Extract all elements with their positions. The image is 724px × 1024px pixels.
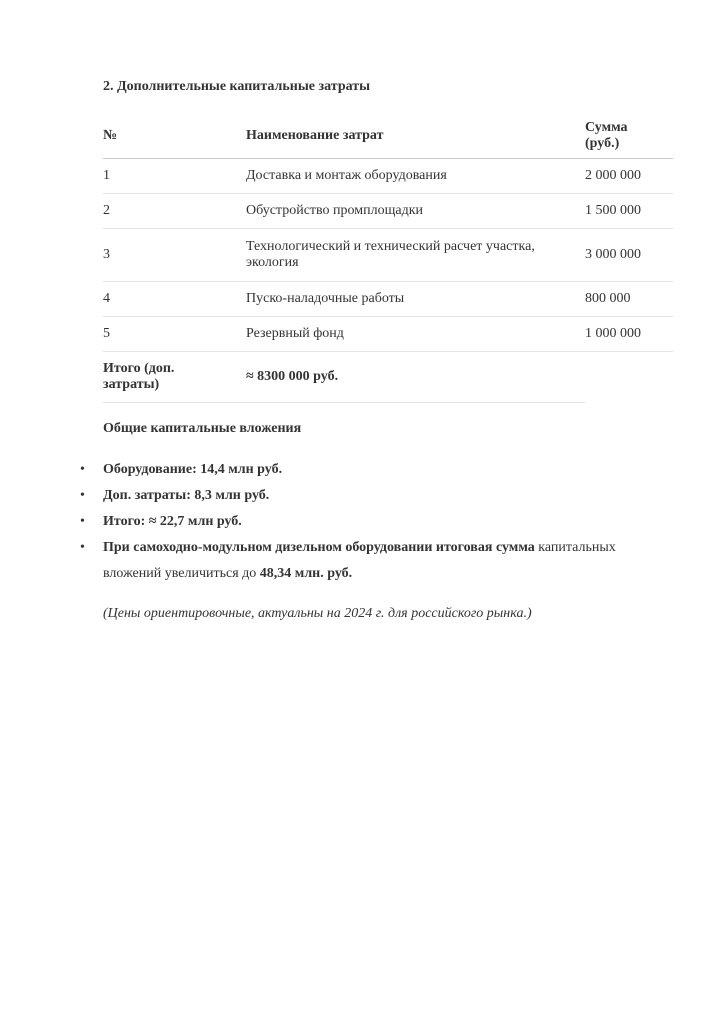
header-sum	[585, 113, 673, 159]
row-sum: 1 000 000	[585, 317, 673, 352]
row-name: Резервный фонд	[246, 317, 585, 352]
total-value: ≈ 8300 000 руб.	[246, 352, 585, 403]
summary-item-text: Оборудование: 14,4 млн руб.	[103, 462, 283, 477]
table-header-row	[103, 113, 673, 159]
header-sum-line1: Сумма	[585, 119, 628, 135]
bullet-icon: •	[80, 514, 85, 529]
total-empty-cell	[585, 352, 673, 403]
row-number: 2	[103, 194, 246, 229]
list-item	[80, 483, 663, 509]
row-sum: 800 000	[585, 282, 673, 317]
header-name: Наименование затрат	[246, 113, 585, 159]
header-number: №	[103, 113, 246, 159]
summary-item-text: Итого: ≈ 22,7 млн руб.	[103, 514, 242, 529]
table-row	[103, 159, 673, 194]
summary-item-amount: 48,34 млн. руб.	[259, 566, 353, 581]
row-number: 1	[103, 159, 246, 194]
list-item	[80, 457, 663, 483]
price-note: (Цены ориентировочные, актуальны на 2024 г. для российского рынка.)	[103, 606, 532, 621]
summary-item-bold-part: При самоходно-модульном дизельном оборудовании итоговая сумма	[103, 540, 535, 555]
row-name: Доставка и монтаж оборудования	[246, 159, 585, 194]
total-label-line1: Итого (доп.	[103, 361, 175, 376]
row-name: Пуско-наладочные работы	[246, 282, 585, 317]
table-total-row	[103, 352, 673, 403]
total-label-line2: затраты)	[103, 377, 160, 392]
row-name	[246, 229, 585, 282]
list-item	[80, 509, 663, 535]
summary-item-regular-part: капитальных вложений увеличиться до	[103, 540, 616, 581]
bullet-icon: •	[80, 540, 85, 555]
bullet-icon: •	[80, 488, 85, 503]
table-row	[103, 317, 673, 352]
header-sum-line2: (руб.)	[585, 135, 620, 151]
list-item	[80, 535, 663, 587]
table-row	[103, 194, 673, 229]
row-number: 5	[103, 317, 246, 352]
row-sum: 1 500 000	[585, 194, 673, 229]
costs-table	[103, 113, 673, 403]
section-title: 2. Дополнительные капитальные затраты	[103, 79, 371, 94]
table-row	[103, 229, 673, 282]
summary-list	[80, 457, 663, 587]
table-row	[103, 282, 673, 317]
bullet-icon: •	[80, 462, 85, 477]
summary-item-text: Доп. затраты: 8,3 млн руб.	[103, 488, 270, 503]
row-name-line2: экология	[246, 255, 299, 270]
row-number: 4	[103, 282, 246, 317]
row-name-line1: Технологический и технический расчет участка,	[246, 239, 535, 254]
row-sum: 2 000 000	[585, 159, 673, 194]
total-label	[103, 352, 246, 403]
row-number: 3	[103, 229, 246, 282]
summary-title: Общие капитальные вложения	[103, 421, 302, 436]
row-sum: 3 000 000	[585, 229, 673, 282]
row-name: Обустройство промплощадки	[246, 194, 585, 229]
